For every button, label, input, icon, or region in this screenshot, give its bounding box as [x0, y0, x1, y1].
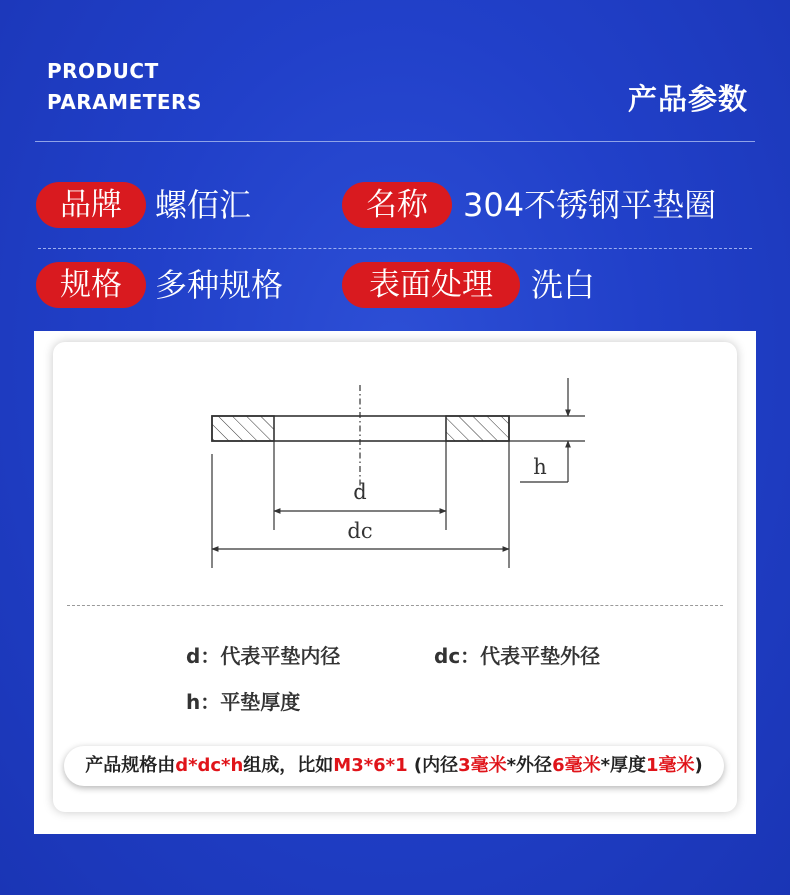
legend-dc: dc：代表平垫外径 — [434, 644, 601, 668]
legend-d: d：代表平垫内径 — [186, 644, 341, 668]
header-title-en-line2: PARAMETERS — [47, 90, 202, 114]
diagram-label-d: d — [353, 480, 367, 504]
params-divider — [38, 248, 752, 249]
washer-diagram — [200, 370, 600, 580]
header-divider — [35, 141, 755, 142]
param-value-surface: 洗白 — [531, 266, 596, 304]
param-label-spec: 规格 — [36, 262, 146, 308]
note-part-6: 3毫米 — [458, 755, 507, 776]
param-label-surface: 表面处理 — [342, 262, 520, 308]
header-title-cn: 产品参数 — [627, 82, 748, 116]
note-part-4: M3*6*1 — [333, 755, 408, 776]
note-part-3: 组成，比如 — [243, 755, 334, 776]
note-part-2: d*dc*h — [175, 755, 244, 776]
header-title-en-line1: PRODUCT — [47, 59, 159, 83]
param-value-name: 304不锈钢平垫圈 — [463, 186, 717, 224]
note-part-9: *厚度 — [600, 755, 647, 776]
param-label-name: 名称 — [342, 182, 452, 228]
note-part-10: 1毫米 — [646, 755, 695, 776]
note-part-5: (内径 — [407, 755, 459, 776]
diagram-label-dc: dc — [347, 519, 373, 543]
param-value-spec: 多种规格 — [155, 266, 284, 304]
param-label-brand: 品牌 — [36, 182, 146, 228]
header-title-en — [47, 56, 202, 118]
note-part-11: ) — [694, 755, 703, 776]
param-value-brand: 螺佰汇 — [155, 186, 252, 224]
diagram-label-h: h — [533, 455, 547, 479]
param-row-1 — [0, 182, 790, 228]
spec-note — [64, 746, 724, 786]
card-divider — [67, 605, 723, 606]
note-part-8: 6毫米 — [552, 755, 601, 776]
legend-h: h：平垫厚度 — [186, 690, 301, 714]
note-part-7: *外径 — [506, 755, 553, 776]
extension-lines — [212, 378, 585, 568]
param-row-2 — [0, 262, 790, 308]
note-part-1: 产品规格由 — [85, 755, 176, 776]
